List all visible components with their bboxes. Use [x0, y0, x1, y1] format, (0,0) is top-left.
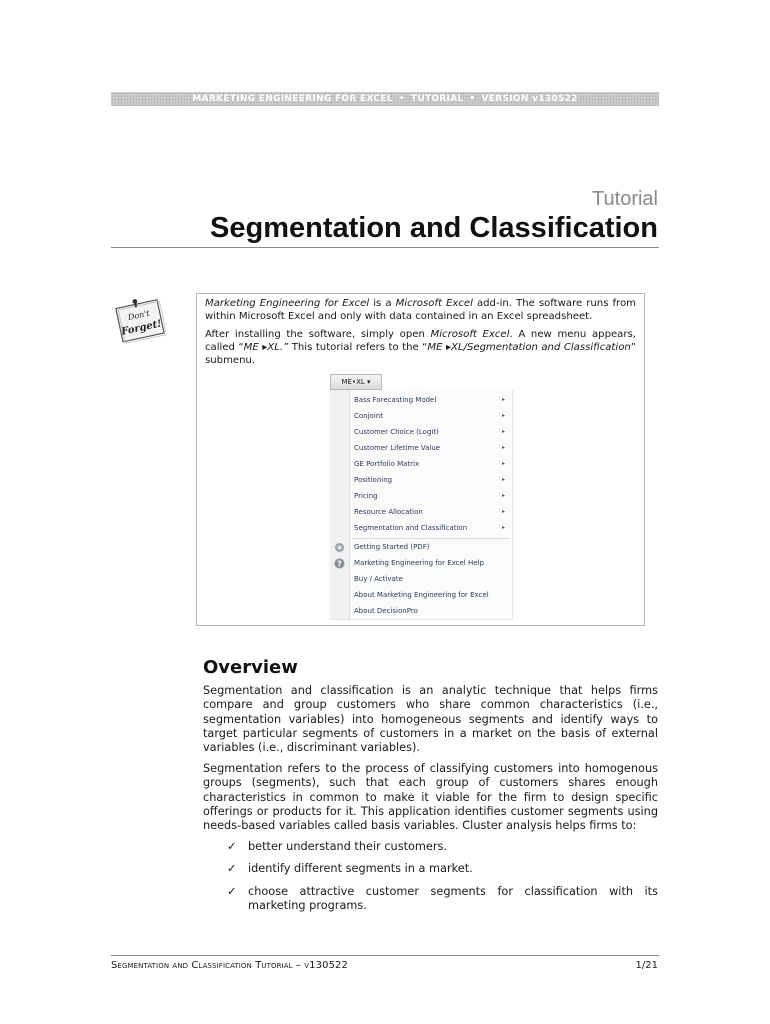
menu-item-label: Pricing [354, 492, 378, 500]
header-separator: • [398, 94, 405, 104]
note-em-menu: ME ▸XL.” [243, 342, 289, 353]
menu-item-label: Customer Choice (Logit) [354, 428, 439, 436]
submenu-arrow-icon: ▸ [501, 412, 505, 419]
checkmark-icon: ✓ [227, 840, 237, 853]
menu-item-segmentation-classification[interactable] [354, 521, 509, 535]
menu-screenshot [330, 374, 512, 619]
note-paragraph-1 [205, 297, 636, 323]
help-icon [334, 558, 345, 569]
checkmark-icon: ✓ [227, 862, 237, 876]
footer-doc-title: Segmentation and Classification Tutorial – v130522 [111, 960, 348, 971]
submenu-arrow-icon: ▸ [501, 492, 505, 499]
note-text: This tutorial refers to the “ [288, 342, 428, 353]
menu-item-label: Positioning [354, 476, 393, 484]
note-em-submenu: ME ▸XL/Segmentation and Classification [427, 342, 631, 353]
section-heading-overview: Overview [203, 657, 298, 678]
menu-item-label: Bass Forecasting Model [354, 396, 437, 404]
page-title: Segmentation and Classification [210, 212, 658, 244]
menu-item-ge-portfolio-matrix[interactable] [354, 457, 509, 471]
list-item-text: identify different segments in a market. [248, 862, 473, 876]
note-text-line-1: Don't [127, 308, 151, 323]
submenu-arrow-icon: ▸ [501, 444, 505, 451]
menu-item-resource-allocation[interactable] [354, 505, 509, 519]
menu-item-pricing[interactable] [354, 489, 509, 503]
overview-paragraph-2: Segmentation refers to the process of classifying customers into homogenous groups (segments), such that each group of customers shares enough characteristics in common to make it viable for the firm to design specific offerings or products for it. This application identifies customer segments using needs-based variables called basis variables. Cluster analysis helps firms to: [203, 762, 658, 833]
note-text: After installing the software, simply open [205, 329, 431, 340]
svg-text:?: ? [337, 559, 342, 569]
header-product: MARKETING ENGINEERING FOR EXCEL [192, 94, 393, 104]
menu-item-label: Customer Lifetime Value [354, 444, 441, 452]
menu-item-conjoint[interactable] [354, 409, 509, 423]
checkmark-icon: ✓ [227, 884, 237, 898]
menu-item-label: Conjoint [354, 412, 383, 420]
me-xl-menu-button[interactable]: ME•XL ▾ [330, 374, 382, 390]
menu-item-label: Resource Allocation [354, 508, 423, 516]
menu-dropdown [330, 390, 513, 620]
note-paragraph-2 [205, 328, 636, 367]
submenu-arrow-icon: ▸ [501, 396, 505, 403]
overview-paragraph-1: Segmentation and classification is an analytic technique that helps firms compare and group customers who share common characteristics (i.e., segmentation variables) into homogeneous segments and identify ways to target particular segments of customers in a market on the basis of external variables (i.e., discriminant variables). [203, 684, 658, 755]
benefit-list [203, 840, 658, 921]
page-number: 1/21 [635, 960, 658, 971]
menu-item-buy-activate[interactable] [354, 572, 509, 586]
note-text: add-in. The software runs from within Microsoft Excel and only with data contained in an Excel spreadsheet. [205, 298, 636, 322]
menu-item-label: Marketing Engineering for Excel Help [354, 559, 484, 567]
header-separator: • [469, 94, 476, 104]
title-divider [111, 247, 659, 248]
menu-item-getting-started[interactable] [354, 540, 509, 554]
menu-icon-gutter [330, 390, 350, 619]
menu-item-customer-lifetime-value[interactable] [354, 441, 509, 455]
list-item [203, 885, 658, 914]
submenu-arrow-icon: ▸ [501, 428, 505, 435]
note-text-line-2: Forget! [120, 318, 163, 338]
submenu-arrow-icon: ▸ [501, 460, 505, 467]
header-doc-type: TUTORIAL [410, 94, 464, 104]
title-kicker: Tutorial [592, 188, 658, 210]
menu-item-label: About Marketing Engineering for Excel [354, 591, 489, 599]
submenu-arrow-icon: ▸ [501, 476, 505, 483]
menu-item-positioning[interactable] [354, 473, 509, 487]
note-text: . A new menu appears, called “ [205, 329, 636, 353]
running-header [111, 92, 659, 106]
menu-item-label: Getting Started (PDF) [354, 543, 430, 551]
submenu-arrow-icon: ▸ [501, 508, 505, 515]
menu-ribbon [330, 374, 512, 391]
pdf-icon [334, 542, 345, 553]
menu-item-label: Segmentation and Classification [354, 524, 468, 532]
header-version: VERSION v130522 [481, 94, 578, 104]
dont-forget-note-icon [112, 298, 166, 344]
menu-item-label: About DecisionPro [354, 607, 418, 615]
submenu-arrow-icon: ▸ [501, 524, 505, 531]
menu-item-label: GE Portfolio Matrix [354, 460, 420, 468]
menu-item-about-me-xl[interactable] [354, 588, 509, 602]
list-item-text: choose attractive customer segments for classification with its marketing programs. [248, 884, 658, 912]
note-em-product: Marketing Engineering for Excel [205, 298, 370, 309]
note-em-excel: Microsoft Excel [430, 329, 510, 340]
list-item [203, 862, 658, 876]
footer-divider [111, 955, 659, 956]
list-item-text: better understand their customers. [248, 840, 447, 853]
note-text: is a [369, 298, 396, 309]
list-item [203, 840, 658, 854]
note-text: ” submenu. [205, 342, 637, 366]
menu-item-label: Buy / Activate [354, 575, 403, 583]
menu-item-help[interactable] [354, 556, 509, 570]
menu-item-about-decisionpro[interactable] [354, 604, 509, 618]
menu-item-customer-choice[interactable] [354, 425, 509, 439]
note-em-excel: Microsoft Excel [395, 298, 473, 309]
menu-separator [352, 538, 510, 539]
menu-item-bass-forecasting[interactable] [354, 393, 509, 407]
